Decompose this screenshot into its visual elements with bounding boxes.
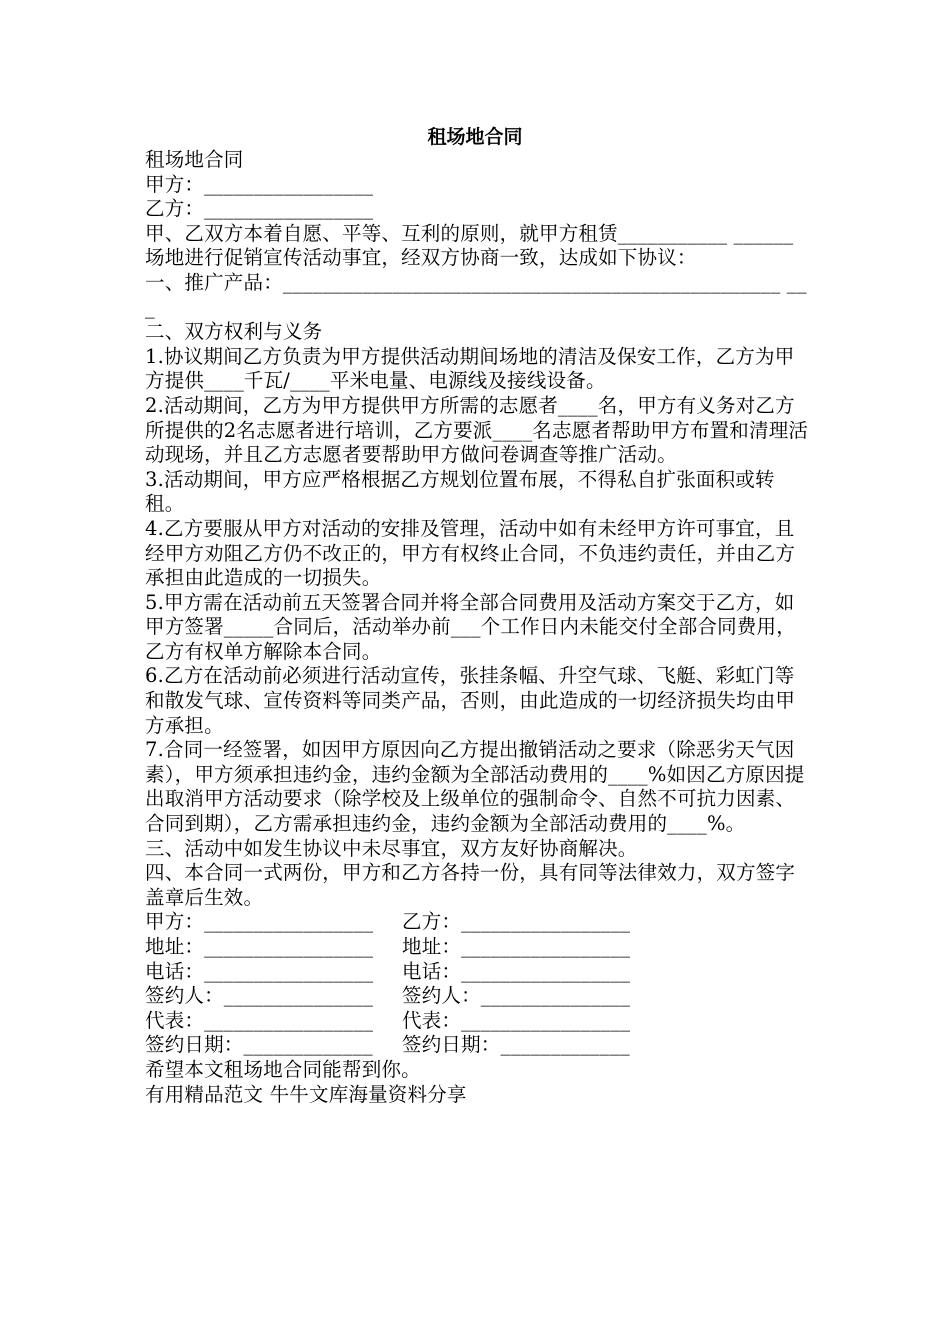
signature-left: 代表：_________________	[145, 1008, 374, 1032]
document-title: 租场地合同	[427, 126, 523, 148]
signature-right: 乙方：_________________	[402, 910, 631, 934]
party-b-line: 乙方：_________________	[145, 197, 374, 221]
signature-row	[145, 935, 810, 960]
footer-line: 有用精品范文 牛牛文库海量资料分享	[145, 1082, 467, 1106]
signature-row	[145, 960, 810, 985]
signature-right: 地址：_________________	[402, 935, 631, 958]
clause-4: 4.乙方要服从甲方对活动的安排及管理，活动中如有未经甲方许可事宜，且经甲方劝阻乙方仍不改正的，甲方有权终止合同，不负违约责任，并由乙方承担由此造成的一切损失。	[145, 516, 796, 590]
clause-3: 3.活动期间，甲方应严格根据乙方规划位置布展，不得私自扩张面积或转租。	[145, 467, 775, 516]
signature-left: 地址：_________________	[145, 935, 374, 958]
signature-right: 签约人：_______________	[402, 984, 631, 1008]
clause-7: 7.合同一经签署，如因甲方原因向乙方提出撤销活动之要求（除恶劣天气因素），甲方须承担违约金，违约金额为全部活动费用的____%如因乙方原因提出取消甲方活动要求（除学校及上级单位的强制命令、自然不可抗力因素、合同到期），乙方需承担违约金，违约金额为全部活动费用的____%。	[145, 738, 805, 836]
signature-left: 电话：_________________	[145, 959, 374, 983]
clause-5: 5.甲方需在活动前五天签署合同并将全部合同费用及活动方案交于乙方，如甲方签署_____合同后，活动举办前___个工作日内未能交付全部合同费用，乙方有权单方解除本合同。	[145, 590, 796, 663]
signature-left: 甲方：_________________	[145, 910, 374, 934]
preamble-paragraph: 甲、乙双方本着自愿、平等、互利的原则，就甲方租赁___________ ______场地进行促销宣传活动事宜，经双方协商一致，达成如下协议：	[145, 221, 794, 270]
clause-2: 2.活动期间，乙方为甲方提供甲方所需的志愿者____名，甲方有义务对乙方所提供的2名志愿者进行培训，乙方要派____名志愿者帮助甲方布置和清理活动现场，并且乙方志愿者要帮助甲方做问卷调查等推广活动。	[145, 393, 809, 467]
signature-row	[145, 984, 810, 1009]
signature-row	[145, 1033, 810, 1058]
signature-left: 签约人：_______________	[145, 984, 374, 1008]
signature-row	[145, 1009, 810, 1034]
document-body	[145, 148, 810, 1107]
section-1-products: 一、推广产品：__________________________________________________ ___	[145, 270, 807, 319]
party-a-line: 甲方：_________________	[145, 172, 374, 196]
clause-1: 1.协议期间乙方负责为甲方提供活动期间场地的清洁及保安工作，乙方为甲方提供____千瓦/____平米电量、电源线及接线设备。	[145, 344, 795, 393]
signature-row	[145, 910, 810, 935]
section-3: 三、活动中如发生协议中未尽事宜，双方友好协商解决。	[145, 836, 638, 860]
signature-left: 签约日期：_____________	[145, 1033, 373, 1057]
section-4: 四、本合同一式两份，甲方和乙方各持一份，具有同等法律效力，双方签字盖章后生效。	[145, 861, 796, 909]
closing-line: 希望本文租场地合同能帮到你。	[145, 1057, 421, 1081]
doc-heading: 租场地合同	[145, 148, 244, 171]
signature-right: 代表：_________________	[402, 1008, 631, 1032]
clause-6: 6.乙方在活动前必须进行活动宣传，张挂条幅、升空气球、飞艇、彩虹门等和散发气球、宣传资料等同类产品，否则，由此造成的一切经济损失均由甲方承担。	[145, 664, 796, 737]
signature-right: 签约日期：_____________	[402, 1033, 630, 1057]
signature-right: 电话：_________________	[402, 959, 631, 983]
section-2-heading: 二、双方权利与义务	[145, 320, 323, 344]
